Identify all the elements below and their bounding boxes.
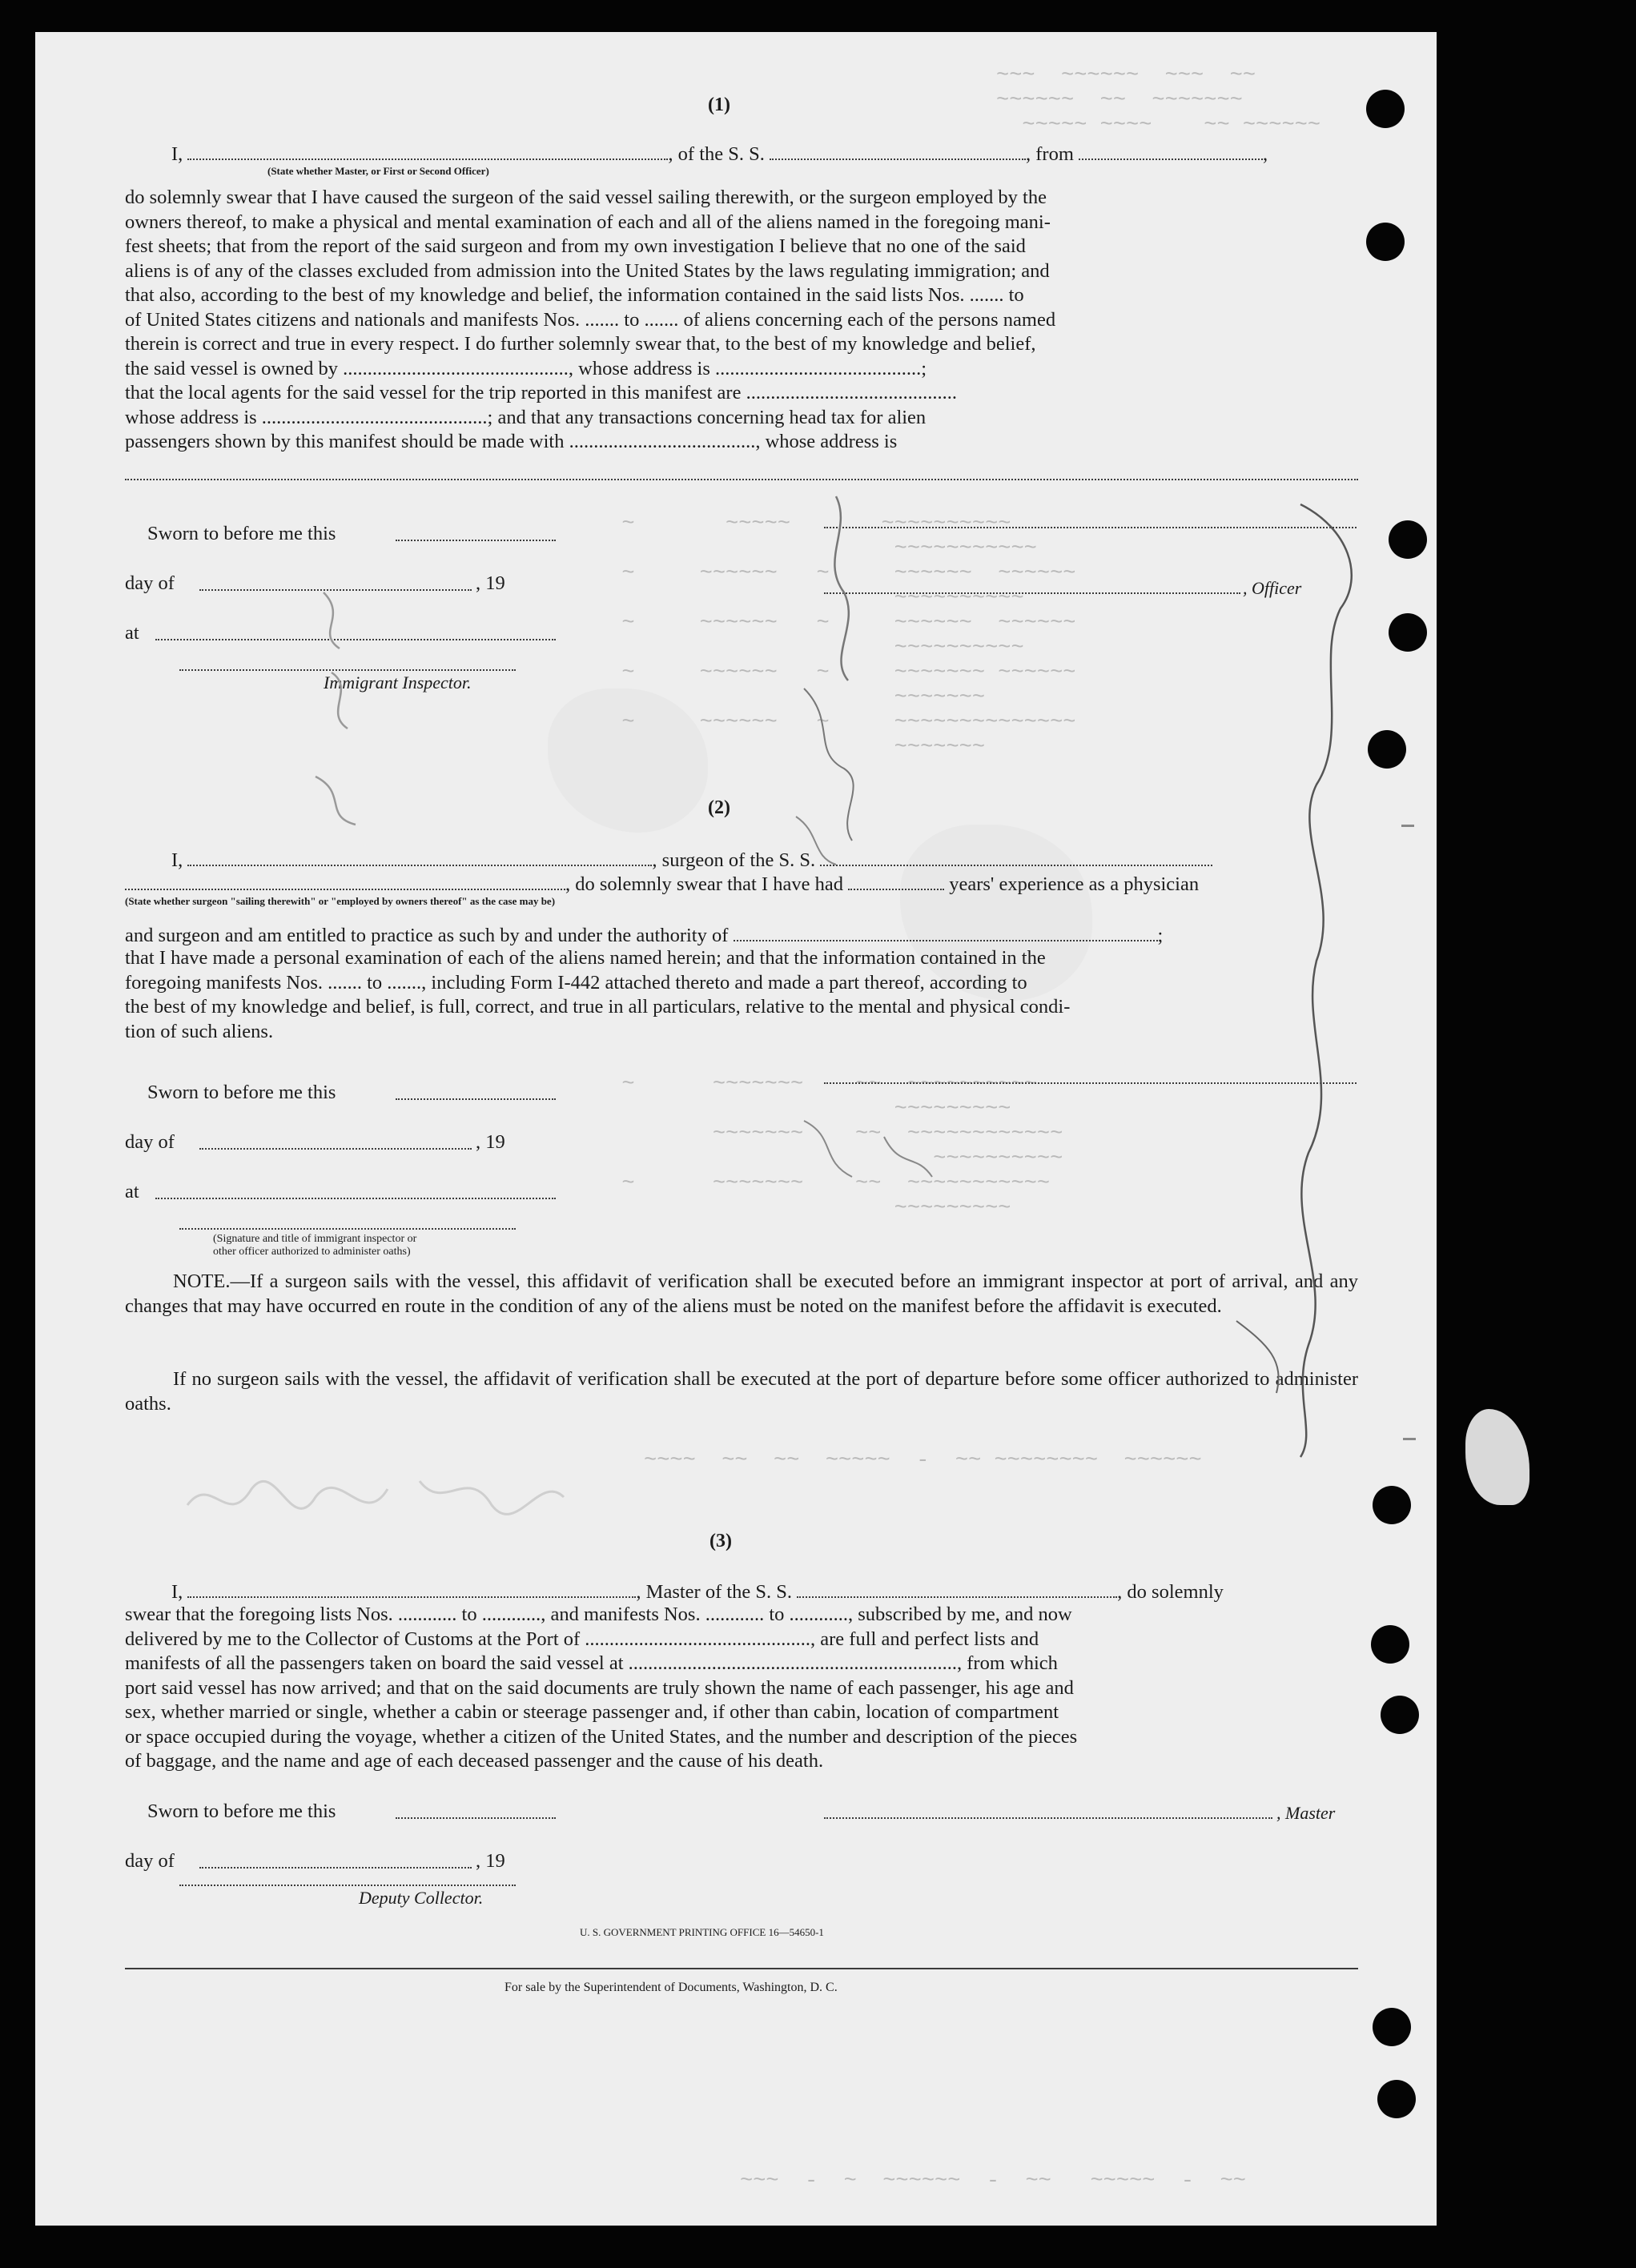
note-paragraph-2: If no surgeon sails with the vessel, the affidavit of verification shall be executed at the port of departure before some officer authorized to administer oaths. [125,1368,1358,1415]
body-line: of United States citizens and nationals and manifests Nos. ....... to ....... of aliens concerning each of the persons named [125,308,1056,331]
signature-note: other officer authorized to administer oaths) [213,1246,411,1258]
binder-hole [1371,1625,1409,1664]
label-i: I, [171,849,183,871]
binder-hole [1381,1696,1419,1734]
officer-rank-field [187,141,668,160]
body-line: passengers shown by this manifest should be made with ......................................, whose address is [125,431,898,452]
binder-hole [1373,1486,1411,1524]
body-line: foregoing manifests Nos. ....... to ......., including Form I-442 attached thereto and made a part thereof, according to [125,971,1027,994]
punct: , [1263,143,1268,165]
faint-handwriting [179,1441,596,1553]
place-field [155,1198,556,1199]
section-3-number: (3) [709,1531,732,1551]
label-authority: and surgeon and am entitled to practice as such by and under the authority of [125,925,729,946]
section-3-body [125,1603,1358,1774]
label-swear: , do solemnly swear that I have had [565,873,843,895]
binder-hole [1389,613,1427,652]
bleed-through-text: ~ ~~~~~ ~~~~~~~~~~ ~~~~~~~~~~~ ~ ~~~~~~ ~ ~~~~~~ ~~~~~~ ~~~~~~~~~~ ~ ~~~~~~ ~ ~~~~~~ ~~~~~~ ~~~~~~~~~~ ~ ~~~~~~ ~ ~~~~~~~ ~~~~~~ ~~~~~~~ ~ ~~~~~~ ~ ~~~~~~~~~~~~~~ ~~~~~~~ [621,512,1076,760]
printer-imprint: U. S. GOVERNMENT PRINTING OFFICE 16—54650-1 [580,1926,824,1938]
faint-pencil-marks [299,584,428,841]
master-signature-field [824,1817,1272,1819]
officer-label: , Officer [1243,578,1302,598]
bleed-through-text: ~ ~~~~~~~ ~~ ~~~~~~~~~~ ~~~~~~~~~ ~~~~~~~ ~~ ~~~~~~~~~~~~ ~~~~~~~~~~ ~ ~~~~~~~ ~~ ~~~~~~~~~~~ ~~~~~~~~~ [621,1073,1063,1221]
body-line: that also, according to the best of my knowledge and belief, the information contained in the said lists Nos. ....... to [125,284,1024,306]
body-line: the said vessel is owned by .............................................., whose address is ..........................................; [125,357,927,379]
footer-rule [125,1968,1358,1969]
master-label: , Master [1276,1803,1336,1823]
deputy-collector-label: Deputy Collector. [359,1888,484,1908]
edge-tick [1403,1438,1416,1440]
note-text: —If a surgeon sails with the vessel, this affidavit of verification shall be executed before an immigrant inspector at port of arrival, and any changes that may have occurred en route in the condition of any of the aliens must be noted on the manifest before the affidavit is executed. [125,1270,1358,1317]
year-label: , 19 [476,1131,505,1153]
bleed-through-text: ~~~ - ~ ~~~~~~ - ~~ ~~~~~ - ~~ [740,2170,1246,2194]
vessel-name-field [797,1579,1117,1598]
departure-port-field [1079,141,1263,160]
body-line: therein is correct and true in every respect. I do further solemnly swear that, to the best of my knowledge and belief, [125,333,1036,355]
body-line: or space occupied during the voyage, whether a citizen of the United States, and the number and description of the pieces [125,1725,1078,1748]
paper-fragment [1465,1409,1529,1505]
label-i: I, [171,1581,183,1603]
sworn-label: Sworn to before me this [147,1082,336,1103]
binder-hole [1368,730,1406,769]
day-of-label: day of [125,1131,175,1153]
sworn-date-field [396,540,556,541]
body-line: sex, whether married or single, whether a cabin or steerage passenger and, if other than cabin, location of compartment [125,1701,1059,1723]
punct: ; [1157,925,1164,946]
note-heading: NOTE. [173,1270,231,1292]
section-1-number: (1) [708,94,730,115]
binder-hole [1366,223,1405,261]
label-surgeon-ss: , surgeon of the S. S. [652,849,816,871]
body-line: tion of such aliens. [125,1020,274,1042]
sworn-label: Sworn to before me this [147,523,336,544]
body-line: whose address is ..............................................; and that any transactions concerning head tax for alien [125,406,927,428]
body-line: manifests of all the passengers taken on board the said vessel at ..................................................................., from which [125,1652,1058,1674]
body-line: owners thereof, to make a physical and mental examination of each and all of the aliens named in the foregoing mani- [125,211,1051,233]
year-label: , 19 [476,572,505,594]
year-label: , 19 [476,1850,505,1872]
body-line: that I have made a personal examination of each of the aliens named herein; and that the information contained in the [125,947,1046,969]
section-2-number: (2) [708,797,730,818]
bleed-through-text: ~~~ ~~~~~~ ~~~ ~~ ~~~~~~ ~~ ~~~~~~~ ~~~~~ ~~~~ ~~ ~~~~~~ [996,64,1321,138]
master-line-1 [171,1579,1224,1604]
edge-tick [1401,825,1414,827]
inspector-label: Immigrant Inspector. [324,672,472,692]
sworn-date-field [396,1817,556,1819]
surgeon-status-note: (State whether surgeon "sailing therewith" or "employed by owners thereof" as the case may be) [125,895,556,907]
body-line: fest sheets; that from the report of the said surgeon and from my own investigation I believe that no one of the said [125,235,1026,257]
bleed-through-text: ~~~~ ~~ ~~ ~~~~~ - ~~ ~~~~~~~~ ~~~~~~ [644,1449,1202,1473]
body-line: port said vessel has now arrived; and that on the said documents are truly shown the name of each passenger, his age and [125,1676,1074,1699]
sworn-label: Sworn to before me this [147,1800,336,1822]
at-label: at [125,622,139,644]
binder-hole [1377,2080,1416,2118]
body-line: of baggage, and the name and age of each deceased passenger and the cause of his death. [125,1750,824,1772]
label-from: , from [1026,143,1074,165]
body-line: delivered by me to the Collector of Customs at the Port of .............................................., are full and perfect lists and [125,1628,1039,1650]
month-field [199,1867,472,1869]
officer-rank-note: (State whether Master, or First or Second Officer) [267,165,489,177]
binder-hole [1373,2008,1411,2046]
body-line: the best of my knowledge and belief, is full, correct, and true in all particulars, relative to the mental and physical condi- [125,996,1071,1018]
document-page [35,32,1437,2226]
section-1-body [125,186,1358,455]
day-of-label: day of [125,572,175,594]
binder-hole [1389,520,1427,559]
label-of-ss: , of the S. S. [668,143,765,165]
label-master-ss: , Master of the S. S. [636,1581,793,1603]
master-name-field [187,1579,636,1598]
officer-signature-field [179,1228,516,1230]
label-i: I, [171,143,183,165]
binder-hole [1366,90,1405,128]
signature-note: (Signature and title of immigrant inspector or [213,1233,417,1245]
collector-signature-field [179,1885,516,1886]
sale-notice: For sale by the Superintendent of Documents, Washington, D. C. [504,1981,838,1994]
month-field [199,1148,472,1150]
handwritten-bracket-marks [788,480,1397,1465]
vessel-name-field [770,141,1026,160]
surgeon-name-field [187,847,652,866]
surgeon-status-field [125,871,565,890]
body-line: swear that the foregoing lists Nos. ............ to ............, and manifests Nos. ............ to ............, subscribed by me, and now [125,1604,1072,1625]
oath-line-1 [171,141,1268,167]
day-of-label: day of [125,1850,175,1872]
sworn-date-field [396,1098,556,1100]
label-years: years' experience as a physician [949,873,1200,895]
at-label: at [125,1181,139,1202]
body-line: that the local agents for the said vessel for the trip reported in this manifest are ........................................... [125,382,957,403]
body-line: aliens is of any of the classes excluded from admission into the United States by the laws regulating immigration; and [125,259,1050,282]
body-line: do solemnly swear that I have caused the surgeon of the said vessel sailing therewith, or the surgeon employed by the [125,187,1047,208]
label-solemnly: , do solemnly [1117,1581,1224,1603]
